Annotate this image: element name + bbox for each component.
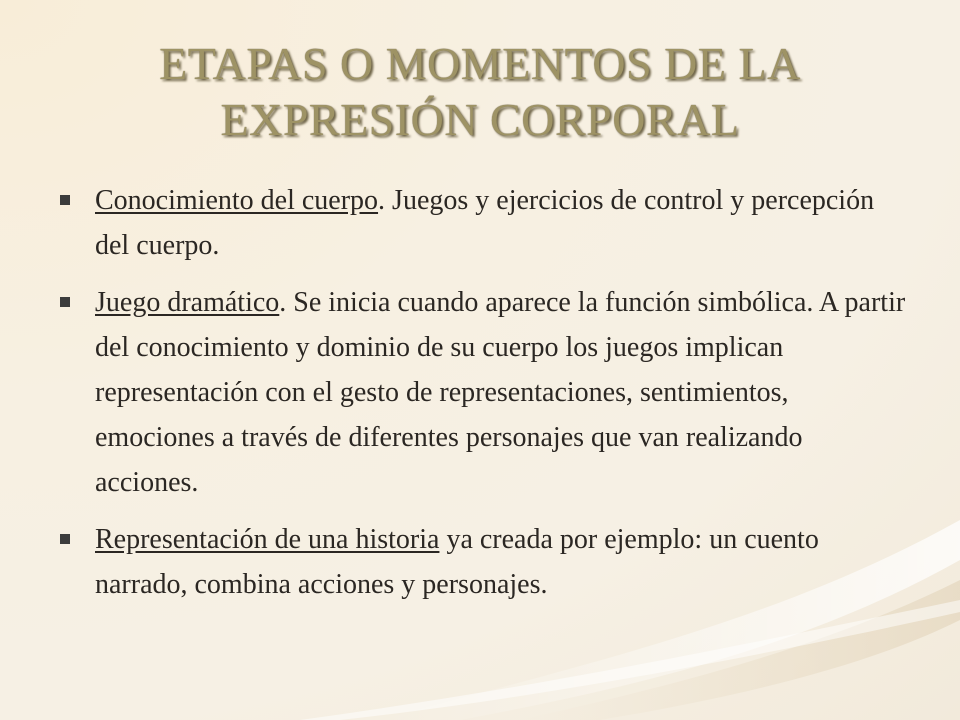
title-line-2: EXPRESIÓN CORPORAL: [220, 94, 740, 145]
bullet-term: Conocimiento del cuerpo: [95, 185, 379, 216]
bullet-term: Representación de una historia: [95, 524, 440, 555]
bullet-text: . Juegos y ejercicios de control y percepción del cuerpo.: [95, 185, 875, 261]
bullet-term: Juego dramático: [95, 287, 280, 318]
square-bullet-icon: [60, 534, 70, 544]
bullet-item-juego-dramatico: [58, 280, 908, 505]
bullet-item-representacion: [58, 517, 908, 607]
square-bullet-icon: [60, 195, 70, 205]
bullet-text: ya creada por ejemplo: un cuento narrado, combina acciones y personajes.: [95, 524, 819, 600]
bullet-item-conocimiento: [58, 178, 908, 268]
slide-title: [60, 36, 900, 148]
bullet-text: . Se inicia cuando aparece la función simbólica. A partir del conocimiento y dominio de su cuerpo los juegos implican representación con el gesto de representaciones, sentimientos, emociones a través de diferentes personajes que van realizando acciones.: [95, 287, 906, 498]
bullet-list: [58, 178, 908, 619]
square-bullet-icon: [60, 297, 70, 307]
title-line-1: ETAPAS O MOMENTOS DE LA: [159, 38, 801, 89]
